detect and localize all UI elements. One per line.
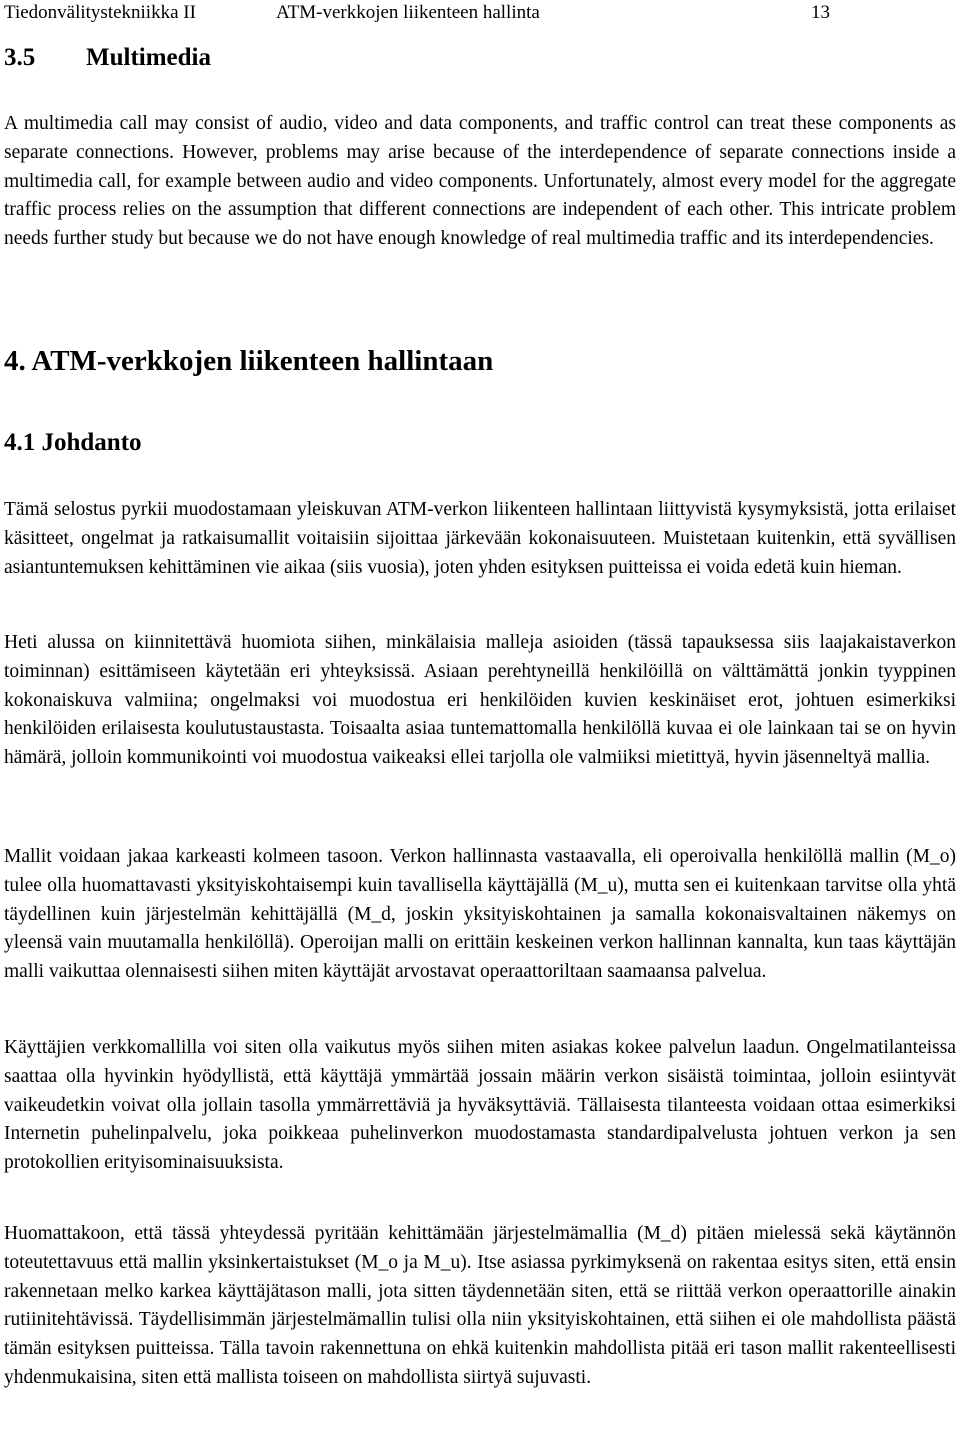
multimedia-paragraph: A multimedia call may consist of audio, video and data components, and traffic control can treat these components as separate connections. However, problems may arise because of the interdependence of separate connections inside a multimedia call, for example between audio and video components. Unfortunately, almost every model for the aggregate traffic process relies on the assumption that different connections are independent of each other. This intricate problem needs further study but because we do not have enough knowledge of real multimedia traffic and its interdependencies. <box>4 113 956 250</box>
intro-paragraph-1: Tämä selostus pyrkii muodostamaan yleiskuvan ATM-verkon liikenteen hallintaan liittyvistä kysymyksistä, jotta erilaiset käsitteet, ongelmat ja ratkaisumallit voitaisiin sijoittaa järkevään kokonaisuuteen. Muistetaan kuitenkin, että syvällisen asiantuntemuksen kehittäminen vie aikaa (siis vuosia), joten yhden esityksen puitteissa ei voida edetä kuin hieman. <box>4 499 956 578</box>
intro-paragraph-2: Heti alussa on kiinnitettävä huomiota siihen, minkälaisia malleja asioiden (tässä tapauksessa siis laajakaistaverkon toiminnan) esittämiseen käytetään eri yhteyksissä. Asiaan perehtyneillä henkilöillä on välttämättä jonkin tyyppinen kokonaiskuva valmiina; ongelmaksi voi muodostua eri henkilöiden kuvien keskinäiset erot, johtuen esimerkiksi henkilöiden erilaisesta koulutustaustasta. Toisaalta asiaa tuntemattomalla henkilöllä kuvaa ei ole lainkaan tai se on hyvin hämärä, jolloin kommunikointi voi muodostua vaikeaksi ellei tarjolla ole valmiiksi mietittyä, hyvin jäsenneltyä mallia. <box>4 632 956 769</box>
intro-paragraph-4: Käyttäjien verkkomallilla voi siten olla vaikutus myös siihen miten asiakas kokee palvelun laadun. Ongelmatilanteissa saattaa olla hyvinkin hyödyllistä, että käyttäjä ymmärtää jossain määrin verkon sisäistä toimintaa, jolloin esiintyvät vaikeudetkin voivat olla jollain tasolla ymmärrettäviä ja hyväksyttäviä. Tällaisesta tilanteesta voidaan ottaa esimerkiksi Internetin puhelinpalvelu, joka poikkeaa puhelinverkon muodostamasta standardipalvelusta johtuen verkon ja sen protokollien erityisominaisuuksista. <box>4 1037 956 1174</box>
section-heading-3-5 <box>4 42 211 74</box>
running-header <box>4 1 956 25</box>
section-title: Multimedia <box>86 44 211 71</box>
intro-paragraph-3: Mallit voidaan jakaa karkeasti kolmeen tasoon. Verkon hallinnasta vastaavalla, eli operoivalla henkilöllä mallin (M_o) tulee olla huomattavasti yksityiskohtaisempi kuin tavallisella käyttäjällä (M_u), mutta sen ei kuitenkaan tarvitse olla yhtä täydellinen kuin järjestelmän kehittäjällä (M_d, joskin yksityiskohtainen ja samalla kokonaisvaltainen näkemys on yleensä vain muutamalla henkilöllä). Operoijan malli on erittäin keskeinen verkon hallinnan kannalta, kun taas käyttäjän malli vaikuttaa olennaisesti siihen miten käyttäjät arvostavat operaattoriltaan saamaansa palvelua. <box>4 846 956 983</box>
page-number: 13 <box>811 2 830 23</box>
header-chapter-title: ATM-verkkojen liikenteen hallinta <box>276 2 540 23</box>
chapter-heading: 4. ATM-verkkojen liikenteen hallintaan <box>4 345 494 377</box>
intro-paragraph-5: Huomattakoon, että tässä yhteydessä pyritään kehittämään järjestelmämallia (M_d) pitäen mielessä sekä käytännön toteutettavuus että mallin yksinkertaistukset (M_o ja M_u). Itse asiassa pyrkimyksenä on rakentaa esitys siten, että ensin rakennetaan melko karkea käyttäjätason malli, jota sitten täydennetään siten, että se riittää verkon operaattorille ainakin rutiinitehtävissä. Täydellisimmän järjestelmämallin tulisi olla niin yksityiskohtainen, että siihen ei ole mahdollista päästä tämän esityksen puitteissa. Tälla tavoin rakennettuna on ehkä kuitenkin mahdollista pitää eri tason mallit rakenteellisesti yhdenmukaisina, siten että mallista toiseen on mahdollista siirtyä sujuvasti. <box>4 1223 956 1388</box>
section-heading-4-1: 4.1 Johdanto <box>4 429 142 456</box>
header-course-title: Tiedonvälitystekniikka II <box>4 2 196 23</box>
section-number: 3.5 <box>4 44 36 71</box>
